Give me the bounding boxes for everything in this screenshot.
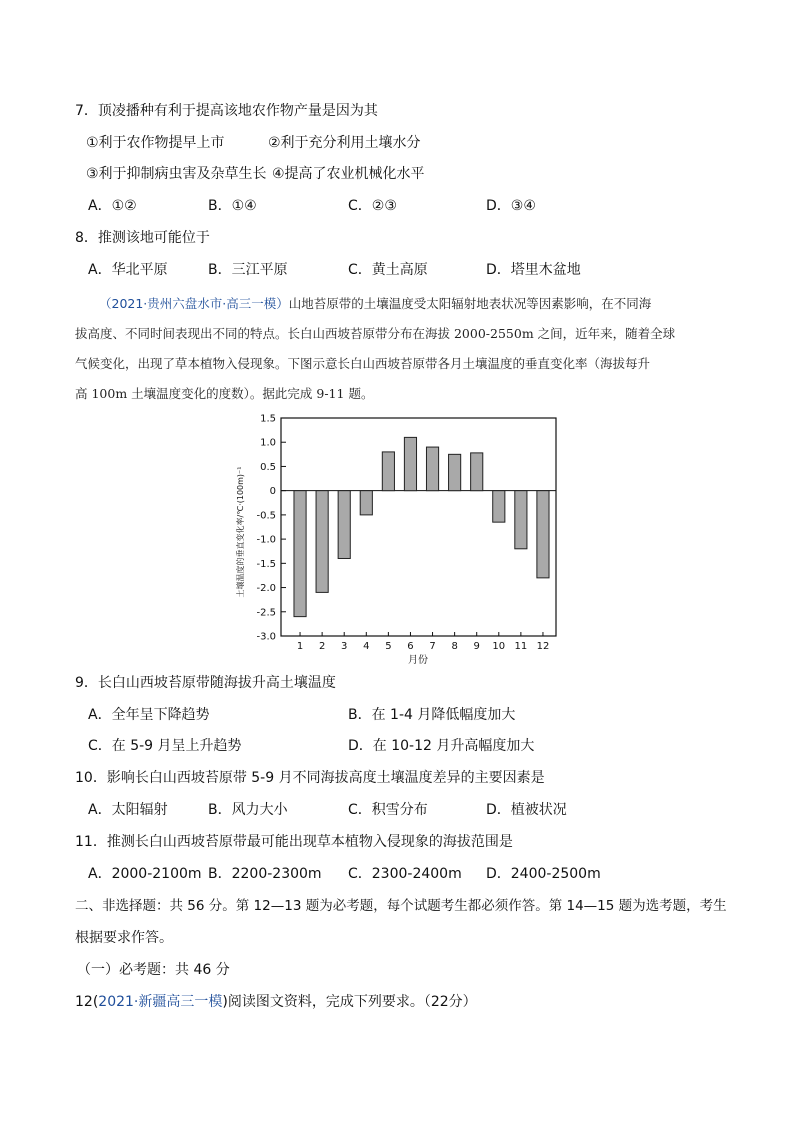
bar-month-9 [471,453,483,491]
q7-item-4: ④提高了农业机械化水平 [272,166,425,182]
q7-item-3: ③利于抑制病虫害及杂草生长 [86,166,267,182]
q11-option-a: A．2000-2100m [88,866,202,882]
x-axis-ticks [297,632,549,652]
x-tick-label: 8 [451,641,458,652]
y-tick-label: 0 [269,486,276,498]
q7-option-c: C．②③ [348,198,397,214]
x-tick-label: 9 [473,641,480,652]
bar-month-5 [382,452,394,491]
y-tick-label: 0.5 [260,461,276,473]
q12-prefix: 12( [75,994,99,1010]
q9-option-b: B．在 1-4 月降低幅度加大 [348,707,516,723]
q7-option-b: B．①④ [208,198,257,214]
x-tick-label: 7 [429,641,436,652]
q9-stem: 9．长白山西坡苔原带随海拔升高土壤温度 [75,675,336,691]
q7-option-d: D．③④ [486,198,536,214]
q9-option-c: C．在 5-9 月呈上升趋势 [88,738,242,754]
y-tick-label: -2.5 [256,607,276,619]
q7-item-2: ②利于充分利用土壤水分 [268,135,421,151]
bar-month-12 [537,491,549,578]
q8-option-d: D．塔里木盆地 [486,262,581,278]
bar-month-4 [360,491,372,515]
q8-option-b: B．三江平原 [208,262,288,278]
q12-suffix: )阅读图文资料，完成下列要求。（22分） [222,994,477,1010]
intro-line-3: 气候变化，出现了草本植物入侵现象。下图示意长白山西坡苔原带各月土壤温度的垂直变化率（海拔每升 [75,356,651,371]
x-tick-label: 4 [363,641,370,652]
bars [294,437,549,616]
x-tick-label: 3 [341,641,348,652]
q9-option-a: A．全年呈下降趋势 [88,707,210,723]
q11-option-c: C．2300-2400m [348,866,462,882]
q10-option-b: B．风力大小 [208,802,288,818]
q8-option-a: A．华北平原 [88,262,168,278]
q7-stem: 7．顶凌播种有利于提高该地农作物产量是因为其 [75,103,378,119]
bar-month-1 [294,491,306,617]
bar-month-8 [449,454,461,490]
q10-stem: 10．影响长白山西坡苔原带 5-9 月不同海拔高度土壤温度差异的主要因素是 [75,770,545,786]
chart-ylabel: 土壤温度的垂直变化率/℃·(100m)⁻¹ [236,466,245,598]
intro-source: （2021·贵州六盘水市·高三一模） [99,296,289,311]
bar-month-3 [338,491,350,559]
bar-month-7 [426,447,438,491]
y-tick-label: -1.0 [256,534,276,546]
bar-month-2 [316,491,328,593]
bar-month-6 [404,437,416,490]
x-tick-label: 12 [536,641,550,652]
y-tick-label: -3.0 [256,631,276,643]
q11-option-b: B．2200-2300m [208,866,322,882]
y-tick-label: 1.5 [260,413,276,425]
y-tick-label: -2.0 [256,583,276,595]
q9-option-d: D．在 10-12 月升高幅度加大 [348,738,535,754]
bar-month-11 [515,491,527,549]
soil-temperature-chart [228,410,568,672]
bar-month-10 [493,491,505,522]
q11-option-d: D．2400-2500m [486,866,601,882]
q7-item-1: ①利于农作物提早上市 [86,135,225,151]
y-tick-label: 1.0 [260,437,276,449]
section2-subheading: （一）必考题：共 46 分 [77,962,230,978]
y-tick-label: -1.5 [256,558,276,570]
q10-option-c: C．积雪分布 [348,802,428,818]
q10-option-a: A．太阳辐射 [88,802,168,818]
x-tick-label: 6 [407,641,414,652]
intro-line-4: 高 100m 土壤温度变化的度数）。据此完成 9-11 题。 [75,386,374,401]
q10-option-d: D．植被状况 [486,802,567,818]
x-tick-label: 11 [514,641,528,652]
section2-line-1: 二、非选择题：共 56 分。第 12—13 题为必考题，每个试题考生都必须作答。第 14—15 题为选考题，考生 [75,898,727,914]
q12-stem [75,992,477,1012]
q7-option-a: A．①② [88,198,137,214]
x-tick-label: 10 [492,641,506,652]
section2-line-2: 根据要求作答。 [75,930,173,946]
x-tick-label: 5 [385,641,392,652]
intro-paragraph [75,289,725,409]
y-tick-label: -0.5 [256,510,276,522]
q11-stem: 11．推测长白山西坡苔原带最可能出现草本植物入侵现象的海拔范围是 [75,834,513,850]
q12-source: 2021·新疆高三一模 [98,994,223,1010]
intro-line-1: 山地苔原带的土壤温度受太阳辐射地表状况等因素影响，在不同海 [288,296,652,311]
x-tick-label: 2 [318,641,326,652]
q8-option-c: C．黄土高原 [348,262,428,278]
chart-xlabel: 月份 [408,655,428,666]
intro-line-2: 拔高度、不同时间表现出不同的特点。长白山西坡苔原带分布在海拔 2000-2550m 之间，近年来，随着全球 [75,326,676,341]
x-tick-label: 1 [296,641,304,652]
chart-ylabel-group [235,467,245,598]
q8-stem: 8．推测该地可能位于 [75,230,210,246]
